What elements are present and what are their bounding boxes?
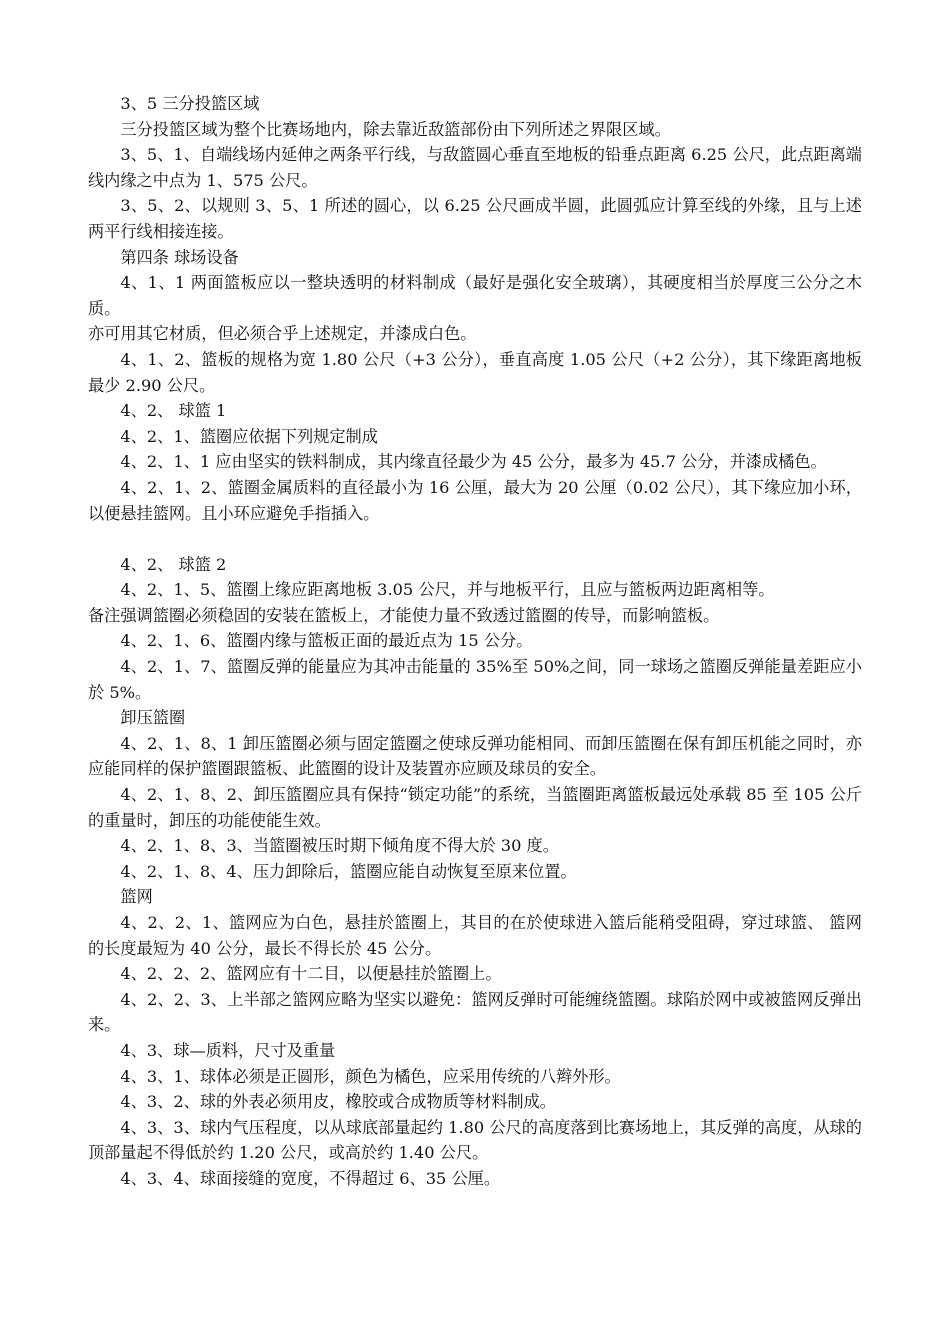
document-page <box>88 91 862 1192</box>
paragraph: 4、3、3、球内气压程度，以从球底部量起约 1.80 公尺的高度落到比赛场地上，其反弹的高度，从球的顶部量起不得低於约 1.20 公尺，或高於约 1.40 公尺。 <box>88 1117 862 1163</box>
paragraph: 卸压篮圈 <box>120 708 186 728</box>
paragraph: 3、5 三分投篮区域 <box>120 94 260 113</box>
paragraph: 篮网 <box>120 887 153 907</box>
paragraph: 4、3、2、球的外表必须用皮，橡胶或合成物质等材料制成。 <box>120 1092 556 1112</box>
paragraph: 亦可用其它材质，但必须合乎上述规定，并漆成白色。 <box>88 324 477 344</box>
paragraph: 4、2、1、8、3、当篮圈被压时期下倾角度不得大於 30 度。 <box>120 836 559 856</box>
paragraph: 第四条 球场设备 <box>120 247 239 267</box>
paragraph: 4、2、1、7、篮圈反弹的能量应为其冲击能量的 35%至 50%之间，同一球场之篮圈反弹能量差距应小於 5%。 <box>88 657 862 702</box>
blank-line <box>88 526 862 552</box>
paragraph: 4、2、1、5、篮圈上缘应距离地板 3.05 公尺，并与地板平行，且应与篮板两边距离相等。 <box>120 580 775 600</box>
paragraph: 4、2、1、篮圈应依据下列规定制成 <box>120 426 378 446</box>
paragraph: 4、2、1、1 应由坚实的铁料制成，其内缘直径最少为 45 公分，最多为 45.7 公分，并漆成橘色。 <box>120 452 827 472</box>
paragraph: 4、2、 球篮 2 <box>120 554 227 574</box>
paragraph: 3、5、2、以规则 3、5、1 所述的圆心，以 6.25 公尺画成半圆，此圆弧应计算至线的外缘，且与上述两平行线相接连接。 <box>88 196 862 241</box>
paragraph: 4、2、1、6、篮圈内缘与篮板正面的最近点为 15 公分。 <box>120 631 533 651</box>
paragraph: 3、5、1、自端线场内延伸之两条平行线，与敌篮圆心垂直至地板的铅垂点距离 6.25 公尺，此点距离端线内缘之中点为 1、575 公尺。 <box>88 145 862 190</box>
paragraph: 4、2、1、2、篮圈金属质料的直径最小为 16 公厘，最大为 20 公厘（0.02 公尺），其下缘应加小环，以便悬挂篮网。且小环应避免手指插入。 <box>88 477 862 523</box>
paragraph: 备注强调篮圈必须稳固的安装在篮板上，才能使力量不致透过篮圈的传导，而影响篮板。 <box>88 605 720 625</box>
paragraph: 4、2、 球篮 1 <box>120 401 227 421</box>
paragraph: 4、2、2、3、上半部之篮网应略为坚实以避免：篮网反弹时可能缠绕篮圈。球陷於网中或被篮网反弹出来。 <box>88 989 862 1035</box>
paragraph: 4、3、4、球面接缝的宽度，不得超过 6、35 公厘。 <box>120 1168 501 1188</box>
paragraph: 4、1、1 两面篮板应以一整块透明的材料制成（最好是强化安全玻璃），其硬度相当於厚度三公分之木质。 <box>88 273 862 318</box>
paragraph: 4、2、2、2、篮网应有十二目，以便悬挂於篮圈上。 <box>120 964 502 984</box>
paragraph: 4、2、1、8、2、卸压篮圈应具有保持“锁定功能”的系统，当篮圈距离篮板最远处承载 85 至 105 公斤的重量时，卸压的功能使能生效。 <box>88 785 862 830</box>
paragraph: 三分投篮区域为整个比赛场地内，除去靠近敌篮部份由下列所述之界限区域。 <box>120 119 671 139</box>
paragraph: 4、1、2、篮板的规格为宽 1.80 公尺（+3 公分），垂直高度 1.05 公尺（+2 公分），其下缘距离地板最少 2.90 公尺。 <box>88 349 862 395</box>
paragraph: 4、2、1、8、1 卸压篮圈必须与固定篮圈之使球反弹功能相同、而卸压篮圈在保有卸压机能之同时，亦应能同样的保护篮圈跟篮板、此篮圈的设计及装置亦应顾及球员的安全。 <box>88 733 862 779</box>
paragraph: 4、3、球—质料，尺寸及重量 <box>120 1040 336 1060</box>
paragraph: 4、2、1、8、4、压力卸除后，篮圈应能自动恢复至原来位置。 <box>120 861 577 881</box>
paragraph: 4、2、2、1、篮网应为白色，悬挂於篮圈上，其目的在於使球进入篮后能稍受阻碍，穿过球篮、 篮网的长度最短为 40 公分，最长不得长於 45 公分。 <box>88 913 862 958</box>
paragraph: 4、3、1、球体必须是正圆形，颜色为橘色，应采用传统的八辫外形。 <box>120 1066 621 1086</box>
